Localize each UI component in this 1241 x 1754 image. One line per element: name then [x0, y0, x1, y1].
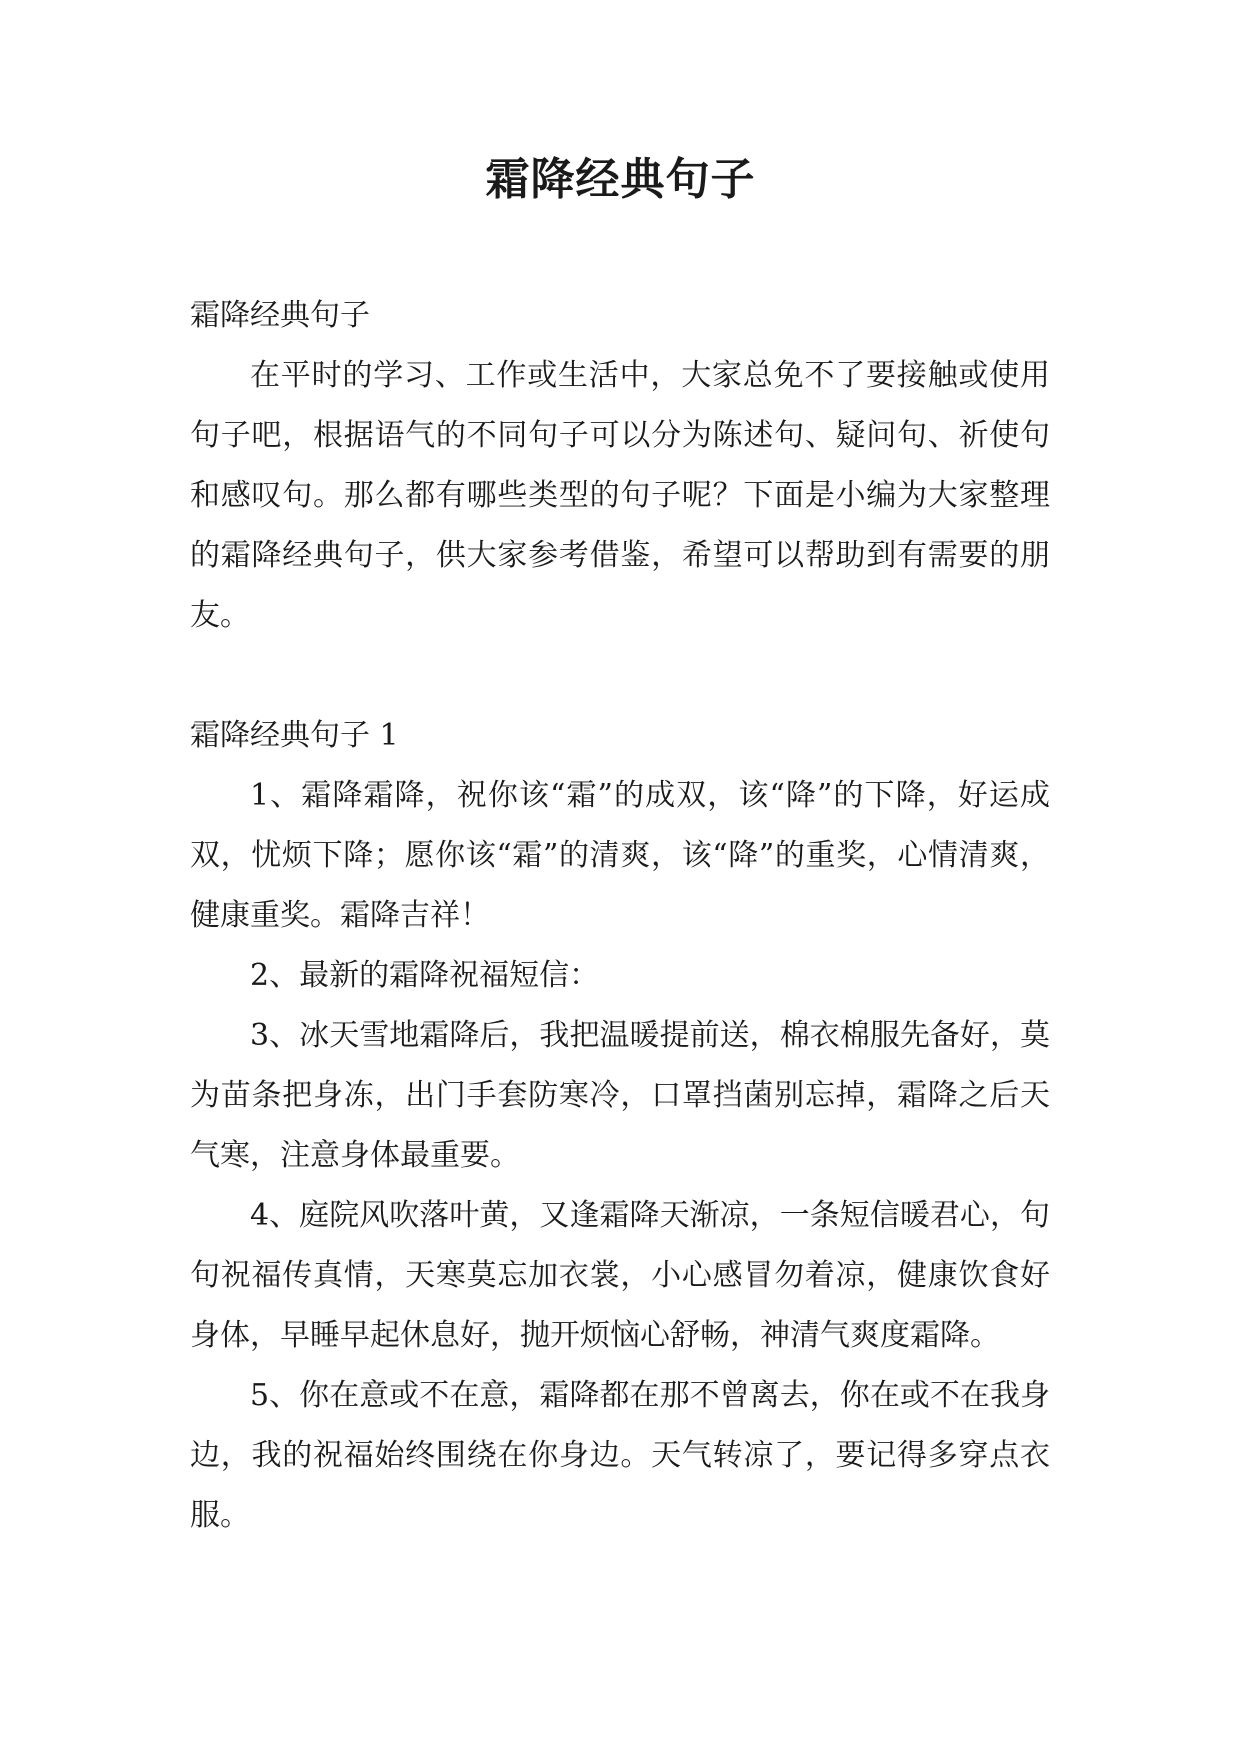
section-gap	[190, 646, 1050, 706]
sentence-item-1: 1、霜降霜降，祝你该“霜”的成双，该“降”的下降，好运成双，忧烦下降；愿你该“霜”的清爽，该“降”的重奖，心情清爽，健康重奖。霜降吉祥！	[190, 778, 1050, 933]
sentence-item-3: 3、冰天雪地霜降后，我把温暖提前送，棉衣棉服先备好，莫为苗条把身冻，出门手套防寒冷，口罩挡菌别忘掉，霜降之后天气寒，注意身体最重要。	[190, 1018, 1050, 1173]
intro-paragraph: 在平时的学习、工作或生活中，大家总免不了要接触或使用句子吧，根据语气的不同句子可以分为陈述句、疑问句、祈使句和感叹句。那么都有哪些类型的句子呢？下面是小编为大家整理的霜降经典句子，供大家参考借鉴，希望可以帮助到有需要的朋友。	[190, 358, 1050, 633]
document-body	[190, 286, 1050, 1546]
sentence-item-5: 5、你在意或不在意，霜降都在那不曾离去，你在或不在我身边，我的祝福始终围绕在你身边。天气转凉了，要记得多穿点衣服。	[190, 1378, 1050, 1533]
section-heading: 霜降经典句子 1	[190, 718, 399, 753]
sentence-item-4: 4、庭院风吹落叶黄，又逢霜降天渐凉，一条短信暖君心，句句祝福传真情，天寒莫忘加衣裳，小心感冒勿着凉，健康饮食好身体，早睡早起休息好，抛开烦恼心舒畅，神清气爽度霜降。	[190, 1198, 1050, 1353]
document-title: 霜降经典句子	[485, 154, 756, 205]
document-subtitle: 霜降经典句子	[190, 298, 370, 333]
sentence-item-2: 2、最新的霜降祝福短信：	[250, 958, 600, 993]
